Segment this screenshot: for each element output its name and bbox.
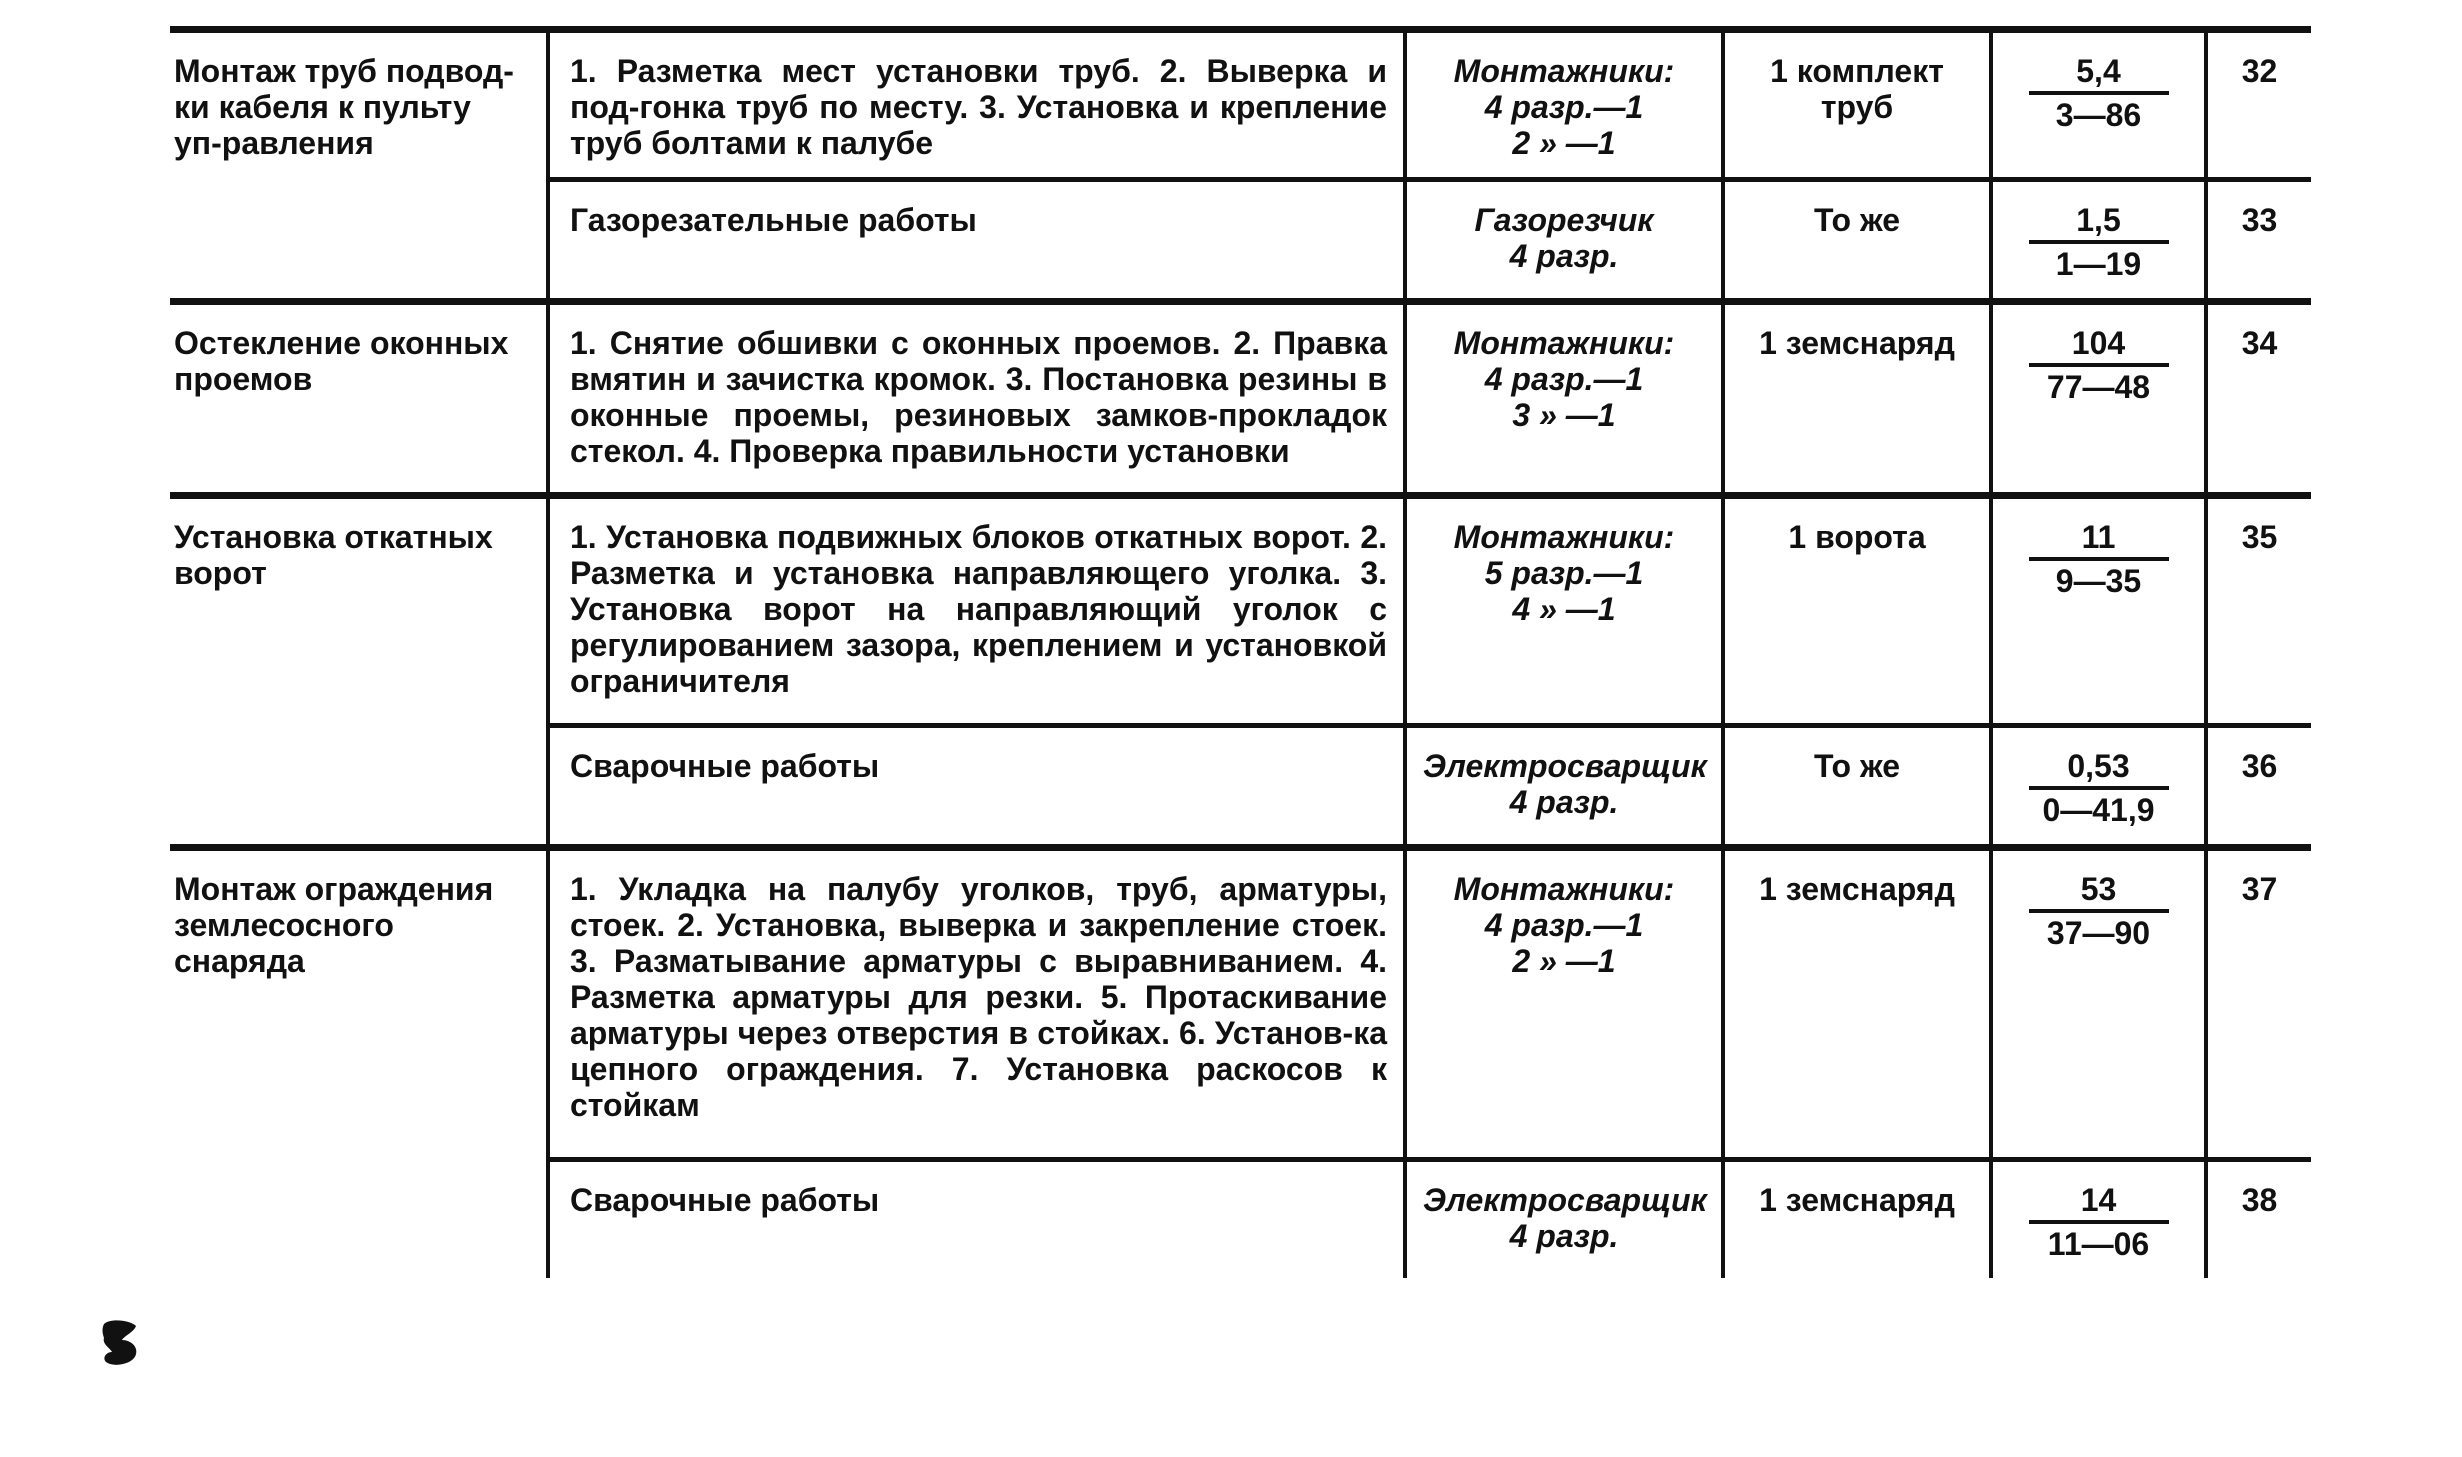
workers-cell — [1405, 496, 1723, 726]
unit-cell — [1723, 496, 1991, 726]
workers-grade: 4 » —1 — [1512, 591, 1616, 627]
norm-rate: 37—90 — [2046, 915, 2151, 951]
workers-grade: 3 » —1 — [1512, 397, 1616, 433]
unit-cell — [1723, 302, 1991, 496]
norm-cell — [1991, 496, 2206, 726]
row-number: 36 — [2241, 748, 2278, 784]
row-number: 38 — [2241, 1182, 2278, 1218]
work-content: 1. Разметка мест установки труб. 2. Выверка и под-гонка труб по месту. 3. Установка и крепление труб болтами к палубе — [570, 53, 1387, 161]
row-number-cell — [2206, 1160, 2311, 1279]
norm-time: 0,53 — [2029, 748, 2169, 790]
norm-fraction — [2029, 748, 2169, 828]
norm-time: 11 — [2029, 519, 2169, 561]
unit-text: 1 ворота — [1788, 519, 1926, 555]
norm-cell — [1991, 848, 2206, 1160]
unit-cell — [1723, 180, 1991, 302]
operation-name-cell — [170, 30, 548, 302]
table-row — [170, 302, 2311, 496]
workers-cell — [1405, 848, 1723, 1160]
work-content: 1. Установка подвижных блоков откатных ворот. 2. Разметка и установка направляющего уголка. 3. Установка ворот на направляющий уголок с регулированием зазора, креплением и установкой ограничителя — [570, 519, 1387, 699]
norm-rate: 3—86 — [2055, 97, 2142, 133]
unit-text: То же — [1813, 748, 1901, 784]
work-content-cell — [548, 302, 1405, 496]
row-number: 33 — [2241, 202, 2278, 238]
work-content-cell — [548, 726, 1405, 848]
norm-time: 104 — [2029, 325, 2169, 367]
norm-fraction — [2029, 325, 2169, 405]
norm-rate: 0—41,9 — [2042, 792, 2155, 828]
norm-rate: 1—19 — [2055, 246, 2142, 282]
workers-title: Монтажники: — [1453, 519, 1675, 555]
table-row — [170, 30, 2311, 180]
workers-grade: 4 разр.—1 — [1484, 361, 1644, 397]
norms-table — [170, 26, 2311, 1278]
norm-cell — [1991, 726, 2206, 848]
workers-title: Монтажники: — [1453, 871, 1675, 907]
workers-cell — [1405, 180, 1723, 302]
norm-time: 5,4 — [2029, 53, 2169, 95]
table-row — [170, 848, 2311, 1160]
workers-title: Электросварщик — [1423, 748, 1707, 784]
work-content-cell — [548, 180, 1405, 302]
row-number-cell — [2206, 180, 2311, 302]
page-number-mark — [100, 1318, 140, 1368]
operation-name: Монтаж труб подвод-ки кабеля к пульту уп-равления — [174, 53, 514, 161]
work-content: Газорезательные работы — [570, 202, 977, 238]
row-number-cell — [2206, 302, 2311, 496]
row-number-cell — [2206, 30, 2311, 180]
norm-time: 1,5 — [2029, 202, 2169, 244]
unit-cell — [1723, 1160, 1991, 1279]
workers-cell — [1405, 30, 1723, 180]
row-number-cell — [2206, 496, 2311, 726]
row-number: 35 — [2241, 519, 2278, 555]
unit-cell — [1723, 726, 1991, 848]
row-number: 37 — [2241, 871, 2278, 907]
operation-name: Монтаж ограждения землесосного снаряда — [174, 871, 494, 979]
norm-fraction — [2029, 1182, 2169, 1262]
work-content-cell — [548, 30, 1405, 180]
work-content-cell — [548, 496, 1405, 726]
operation-name-cell — [170, 302, 548, 496]
workers-cell — [1405, 1160, 1723, 1279]
unit-text: 1 земснаряд — [1759, 325, 1955, 361]
workers-grade: 4 разр.—1 — [1484, 907, 1644, 943]
norm-cell — [1991, 30, 2206, 180]
row-number-cell — [2206, 726, 2311, 848]
unit-text: 1 земснаряд — [1759, 1182, 1955, 1218]
work-content: Сварочные работы — [570, 748, 880, 784]
work-content-cell — [548, 1160, 1405, 1279]
norm-rate: 11—06 — [2047, 1226, 2150, 1262]
workers-cell — [1405, 302, 1723, 496]
row-number: 32 — [2241, 53, 2278, 89]
norm-fraction — [2029, 53, 2169, 133]
work-content: Сварочные работы — [570, 1182, 880, 1218]
norm-cell — [1991, 180, 2206, 302]
workers-grade: 4 разр. — [1509, 1218, 1619, 1254]
workers-cell — [1405, 726, 1723, 848]
operation-name: Установка откатных ворот — [174, 519, 493, 591]
norm-fraction — [2029, 202, 2169, 282]
row-number: 34 — [2241, 325, 2278, 361]
norm-cell — [1991, 1160, 2206, 1279]
workers-grade: 4 разр. — [1509, 784, 1619, 820]
norm-rate: 77—48 — [2046, 369, 2151, 405]
table-row — [170, 496, 2311, 726]
operation-name: Остекление оконных проемов — [174, 325, 509, 397]
workers-grade: 2 » —1 — [1512, 125, 1616, 161]
norm-time: 14 — [2029, 1182, 2169, 1224]
workers-title: Газорезчик — [1474, 202, 1654, 238]
work-content-cell — [548, 848, 1405, 1160]
row-number-cell — [2206, 848, 2311, 1160]
operation-name-cell — [170, 848, 548, 1279]
norm-cell — [1991, 302, 2206, 496]
work-content: 1. Снятие обшивки с оконных проемов. 2. Правка вмятин и зачистка кромок. 3. Постановка резины в оконные проемы, резиновых замков-прокладок стекол. 4. Проверка правильности установки — [570, 325, 1387, 469]
norm-fraction — [2029, 519, 2169, 599]
unit-text: 1 земснаряд — [1759, 871, 1955, 907]
unit-cell — [1723, 30, 1991, 180]
workers-grade: 4 разр.—1 — [1484, 89, 1644, 125]
unit-text: 1 комплект труб — [1770, 53, 1944, 125]
unit-text: То же — [1813, 202, 1901, 238]
workers-title: Монтажники: — [1453, 325, 1675, 361]
workers-title: Электросварщик — [1423, 1182, 1707, 1218]
workers-grade: 4 разр. — [1509, 238, 1619, 274]
unit-cell — [1723, 848, 1991, 1160]
norm-time: 53 — [2029, 871, 2169, 913]
norm-fraction — [2029, 871, 2169, 951]
workers-title: Монтажники: — [1453, 53, 1675, 89]
work-content: 1. Укладка на палубу уголков, труб, арматуры, стоек. 2. Установка, выверка и закрепление стоек. 3. Разматывание арматуры с выравниванием. 4. Разметка арматуры для резки. 5. Протаскивание арматуры через отверстия в стойках. 6. Установ-ка цепного ограждения. 7. Установка раскосов к стойкам — [570, 871, 1387, 1123]
workers-grade: 5 разр.—1 — [1484, 555, 1644, 591]
workers-grade: 2 » —1 — [1512, 943, 1616, 979]
operation-name-cell — [170, 496, 548, 848]
norm-rate: 9—35 — [2055, 563, 2142, 599]
